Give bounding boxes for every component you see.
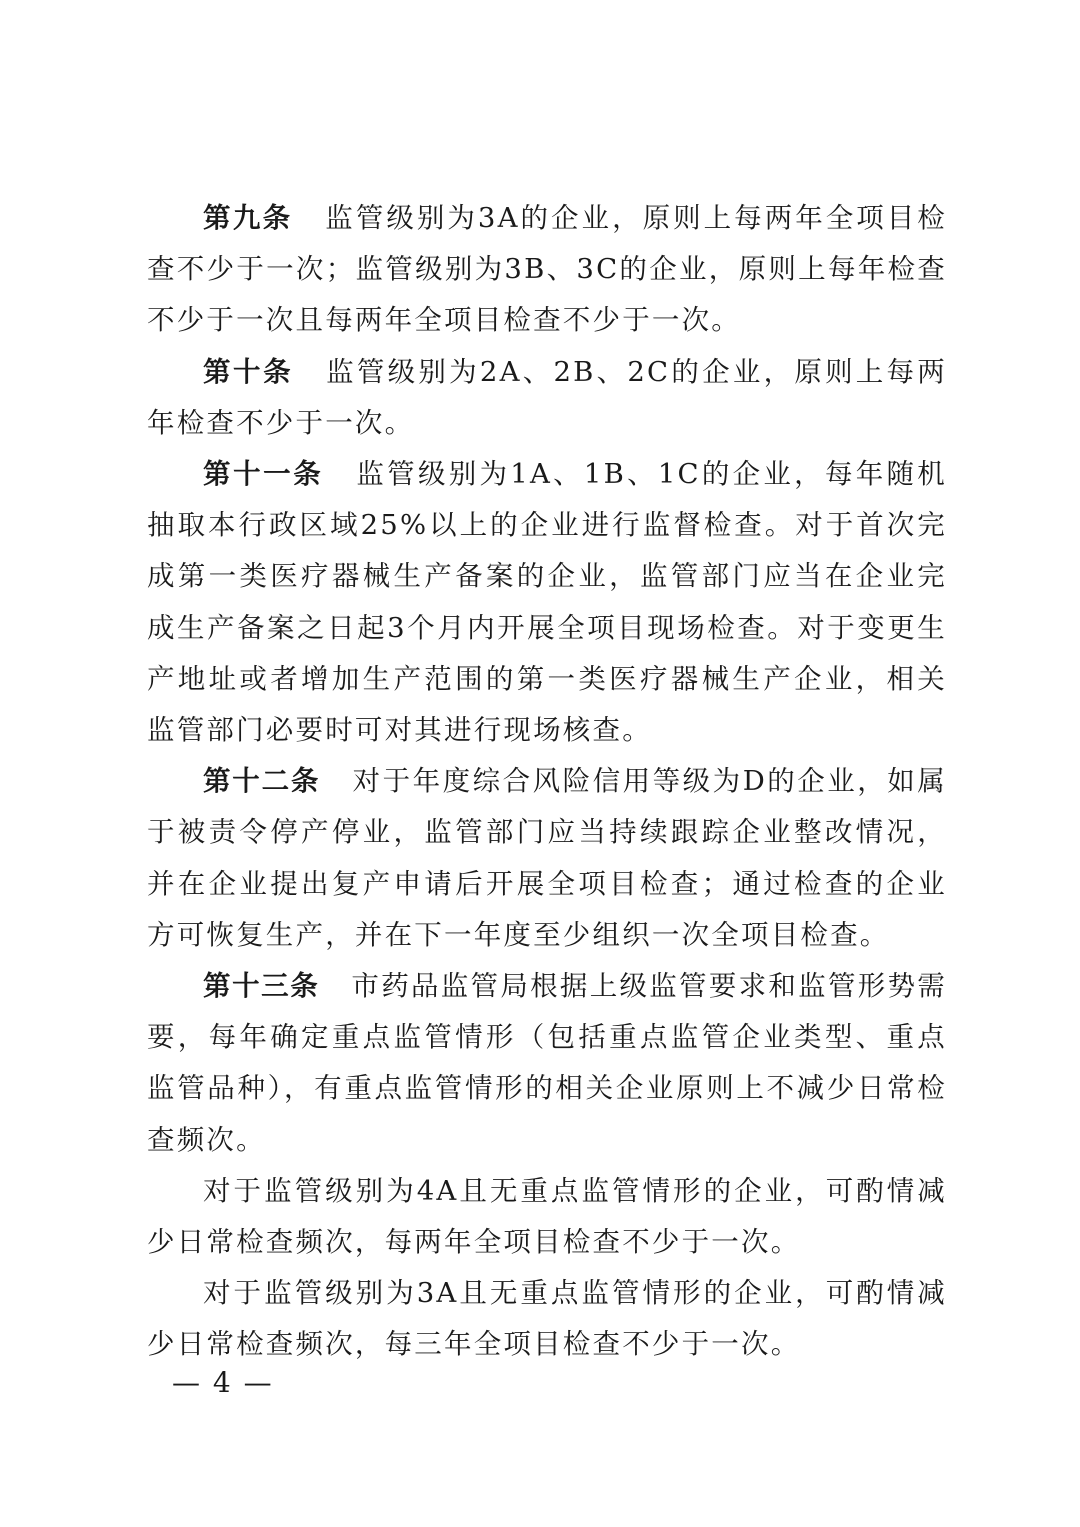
article-9-number: 第九条 xyxy=(203,202,293,234)
article-10-text: 监管级别为2A、2B、2C的企业，原则上每两年检查不少于一次。 xyxy=(147,355,948,439)
page-number: — 4 — xyxy=(172,1366,274,1399)
article-13-clause-3a xyxy=(147,1268,947,1370)
article-10-paragraph xyxy=(147,347,947,449)
clause-4a-text: 对于监管级别为4A且无重点监管情形的企业，可酌情减少日常检查频次，每两年全项目检查不少于一次。 xyxy=(147,1174,947,1259)
article-11-text: 监管级别为1A、1B、1C的企业，每年随机抽取本行政区域25%以上的企业进行监督检查。对于首次完成第一类医疗器械生产备案的企业，监管部门应当在企业完成生产备案之日起3个月内开展全项目现场检查。对于变更生产地址或者增加生产范围的第一类医疗器械生产企业，相关监管部门必要时可对其进行现场核查。 xyxy=(147,458,947,747)
article-12-paragraph xyxy=(147,756,947,961)
article-12-number: 第十二条 xyxy=(203,765,321,798)
article-11-number: 第十一条 xyxy=(203,458,324,491)
article-10-number: 第十条 xyxy=(203,355,294,388)
article-13-clause-4a xyxy=(147,1166,947,1268)
article-13-number: 第十三条 xyxy=(203,970,320,1003)
article-11-paragraph xyxy=(147,449,947,756)
document-body xyxy=(147,193,947,1371)
article-13-paragraph xyxy=(147,961,947,1166)
article-12-text: 对于年度综合风险信用等级为D的企业，如属于被责令停产停业，监管部门应当持续跟踪企业整改情况，并在企业提出复产申请后开展全项目检查；通过检查的企业方可恢复生产，并在下一年度至少组织一次全项目检查。 xyxy=(147,765,948,951)
article-9-paragraph xyxy=(147,193,947,347)
article-13-text: 市药品监管局根据上级监管要求和监管形势需要，每年确定重点监管情形（包括重点监管企业类型、重点监管品种），有重点监管情形的相关企业原则上不减少日常检查频次。 xyxy=(147,970,948,1156)
clause-3a-text: 对于监管级别为3A且无重点监管情形的企业，可酌情减少日常检查频次，每三年全项目检查不少于一次。 xyxy=(147,1277,947,1361)
article-9-text: 监管级别为3A的企业，原则上每两年全项目检查不少于一次；监管级别为3B、3C的企业，原则上每年检查不少于一次且每两年全项目检查不少于一次。 xyxy=(147,202,948,337)
